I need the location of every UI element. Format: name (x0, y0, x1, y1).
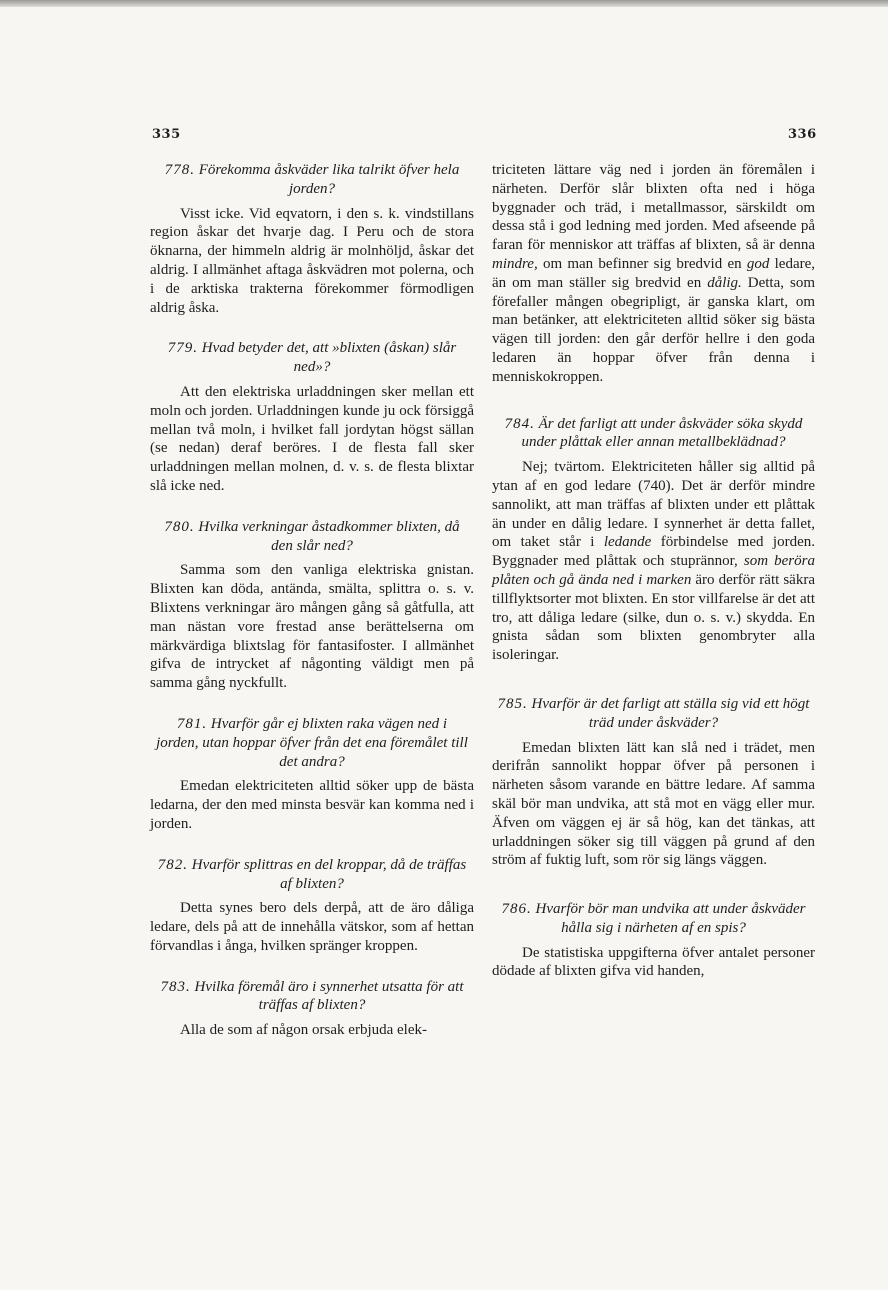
question-heading (492, 900, 815, 938)
text-run: äro derför rätt säkra tillflyktsorter mot blixten. En stor villfarelse är det att tro, att dåliga ledare (silke, dun o. s. v.) skydda. En gnista sådan som blixten genombryter alla isoleringar. (492, 571, 815, 664)
emphasis: god (746, 255, 770, 272)
question-text: Är det farligt att under åskväder söka skydd under plåttak eller annan metallbeklädnad? (521, 415, 803, 451)
qa-778 (150, 161, 474, 317)
answer-paragraph: Emedan elektriciteten alltid söker upp de bästa ledarna, der den med minsta besvär kan komma ned i jorden. (150, 778, 474, 832)
question-text: Hvad betyder det, att »blixten (åskan) slår ned»? (201, 340, 457, 376)
answer-paragraph: Emedan blixten lätt kan slå ned i trädet, men derifrån sannolikt hoppar öfver på personen i närheten såsom varande en bättre ledare. Af samma skäl bör man undvika, att stå mot en vägg eller mur. Äfven om väggen ej är så hög, kan det tänkas, att urladdningen söker sig till väggen på grund af den ström af fuktig luft, som rör sig längs väggen. (492, 739, 815, 869)
question-text: Hvilka föremål äro i synnerhet utsatta för att träffas af blixten? (194, 978, 464, 1014)
text-run: triciteten lättare väg ned i jorden än föremålen i närheten. Derför slår blixten ofta ned i höga byggnader och träd, i metallmassor, särskildt om dessa stå i god ledning med jorden. Med afseende på faran för menniskor att träffas af blixten, så är denna (492, 162, 815, 254)
emphasis: mindre, (492, 255, 538, 272)
qa-786 (492, 900, 815, 981)
text-run: förbindelse med jorden. Byggnader med plåttak och stuprännor, (492, 534, 815, 570)
question-heading (150, 715, 474, 771)
question-number: 780. (164, 518, 195, 535)
text-run: Nej; tvärtom. Elektriciteten håller sig alltid på ytan af en god ledare (740). Det är derför mindre sannolikt, att man träffas af blixten under ett plåttak än under en dålig ledare. I synnerhet är detta fallet, om taket står i (492, 459, 815, 551)
answer-paragraph: Samma som den vanliga elektriska gnistan. Blixten kan döda, antända, smälta, splittra o. s. v. Blixtens verkningar äro mången gång så gåtfulla, att man nästan vore frestad anse berättelserna om märkvärdiga blixtslag för fantasifoster. I allmänhet gifva de intrycket af någonting väldigt men på samma gång nyckfullt. (150, 562, 474, 692)
qa-782 (150, 856, 474, 956)
text-run: Detta, som förefaller mången obegripligt, är ganska klart, om man betänker, att elektriciteten alltid söker sig bästa vägen till jorden: den går derför hellre i den goda ledaren än hoppar öfver från denna i menniskokroppen. (492, 274, 815, 385)
question-heading (150, 339, 474, 377)
question-number: 778. (164, 162, 195, 178)
page-number-right: 336 (788, 127, 817, 142)
answer-paragraph: Visst icke. Vid eqvatorn, i den s. k. vindstillans region åskar det hvarje dag. I Peru och de stora öknarna, der himmeln aldrig är molnhöljd, åskar det aldrig. I allmänhet aftaga åskvädren mot polerna, och i de arktiska trakterna förekommer förmodligen aldrig åska. (150, 205, 474, 316)
question-text: Hvilka verkningar åstadkommer blixten, då den slår ned? (198, 518, 460, 554)
question-number: 779. (167, 340, 198, 357)
question-text: Hvarför är det farligt att ställa sig vid ett högt träd under åskväder? (531, 695, 810, 731)
question-text: Förekomma åskväder lika talrikt öfver hela jorden? (198, 162, 460, 197)
question-heading (150, 856, 474, 894)
scan-top-edge (0, 0, 888, 7)
question-heading (150, 161, 474, 199)
question-heading (150, 518, 474, 556)
emphasis: som beröra plåten och gå ända ned i marken (492, 553, 815, 588)
left-column (150, 161, 474, 1062)
question-heading (150, 978, 474, 1016)
page-number-left: 335 (152, 127, 181, 142)
qa-783 (150, 978, 474, 1040)
qa-779 (150, 339, 474, 495)
answer-paragraph: Detta synes bero dels derpå, att de äro dåliga ledare, dels på att de innehålla vätskor, som af hettan förvandlas i ånga, hvilken spränger kroppen. (150, 900, 474, 954)
text-run: ledare, än om man ställer sig bredvid en (492, 255, 816, 291)
question-number: 786. (501, 901, 532, 918)
qa-781 (150, 715, 474, 834)
answer-paragraph (492, 458, 815, 665)
question-text: Hvarför bör man undvika att under åskväder hålla sig i närheten af en spis? (535, 901, 806, 936)
qa-784 (492, 415, 815, 665)
answer-paragraph: De statistiska uppgifterna öfver antalet personer dödade af blixten gifva vid handen, (492, 944, 815, 980)
text-run: om man befinner sig bredvid en (537, 255, 747, 272)
emphasis: ledande (603, 534, 652, 551)
question-heading (492, 695, 815, 733)
question-heading (492, 415, 815, 453)
question-number: 781. (176, 715, 208, 732)
question-text: Hvarför splittras en del kroppar, då de träffas af blixten? (191, 856, 467, 892)
question-text: Hvarför går ej blixten raka vägen ned i jorden, utan hoppar öfver från det ena föremålet till det andra? (156, 715, 468, 770)
question-number: 785. (497, 695, 528, 712)
answer-paragraph (492, 161, 815, 387)
right-column (492, 161, 815, 1003)
question-number: 784. (504, 415, 535, 432)
question-number: 783. (160, 978, 191, 995)
qa-785 (492, 695, 815, 870)
continuation-783 (492, 161, 815, 387)
answer-paragraph: Att den elektriska urladdningen sker mellan ett moln och jorden. Urladdningen kunde ju ock försiggå mellan två moln, i hvilket fall jordytan högst sällan (se nedan) deraf beröres. I de flesta fall sker urladdningen mellan molnen, d. v. s. de flesta blixtar slå icke ned. (150, 383, 474, 494)
question-number: 782. (157, 856, 189, 873)
qa-780 (150, 518, 474, 693)
answer-paragraph: Alla de som af någon orsak erbjuda elek- (180, 1022, 427, 1039)
emphasis: dålig. (707, 274, 742, 291)
